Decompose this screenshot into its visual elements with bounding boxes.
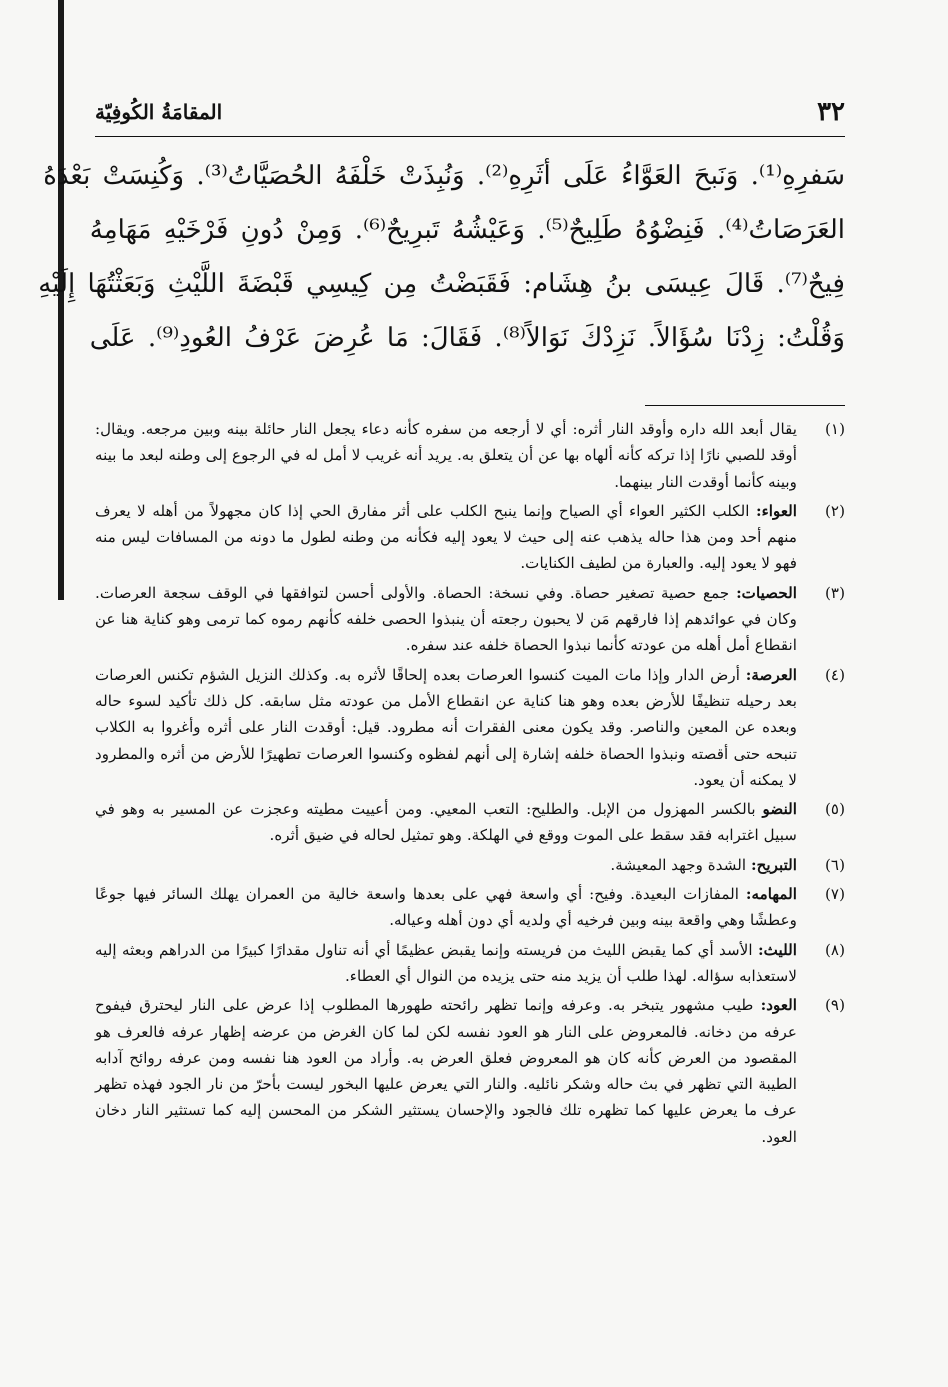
footnote-term: العواء:	[756, 501, 797, 520]
footnote-number: (١)	[824, 420, 845, 438]
footnote-term: النضو	[762, 800, 797, 819]
main-text-line: سَفرِهِ⁽¹⁾. وَنَبحَ العَوَّاءُ عَلَى أثَرِهِ⁽²⁾. وَنُبِذَتْ خَلْفَهُ الحُصَيَّاتُ⁽³⁾. وَكُنِسَتْ بَعْدَهُ	[43, 161, 845, 191]
footnote	[95, 852, 845, 878]
footnote-number: (٦)	[824, 855, 845, 874]
footnote-text: العرصة: أرض الدار وإذا مات الميت كنسوا العرصات بعده إلحاقًا لأثره به. وكذلك النزيل الشؤم تكنس العرصات بعد رحيله تنظيفًا للأرض بعده وهو هنا كناية عن انقطاع الأمل من عودته مثل سابقه. كل ذلك تأكيد لسوء حاله وبعده عن المعين والناصر. وقد يكون معنى الفقرات أنه مطرود. قيل: أوقدت النار على أثره وأغروا به الكلاب تنبحه حتى أقصته ونبذوا الحصاة خلفه إشارة إلى أنهم لفظوه وكنسوا العرصات تطهيرًا للأرض من أثره والمطرود لا يمكنه أن يعود.	[95, 665, 797, 789]
header-rule	[95, 136, 845, 137]
footnote-number: (٤)	[824, 665, 845, 684]
footnote-number: (٣)	[824, 583, 845, 602]
footnote-text: النضو بالكسر المهزول من الإبل. والطليح: التعب المعيي. ومن أعييت مطيته وعجزت عن المسير به وهو في سبيل اغترابه فقد سقط على الموت ووقع في الهلكة. وهو تمثيل لحاله في ضيق أثره.	[95, 800, 797, 845]
footnotes	[95, 416, 845, 1150]
footnote	[95, 796, 845, 849]
footnote-text: الليث: الأسد أي كما يقبض الليث من فريسته وإنما يقبض عظيمًا أي أنه تناول مقدارًا كبيرًا من الدراهم وبعثه إليه لاستعذابه سؤاله. لهذا طلب أن يزيد منه حتى يزيده من النوال أي العطاء.	[95, 940, 798, 985]
page-number: ٣٢	[817, 97, 845, 127]
footnote-number: (٢)	[824, 501, 845, 520]
main-text-line: فِيحٌ⁽⁷⁾. قَالَ عِيسَى بنُ هِشَام: فَقَبَضْتُ مِن كِيسِي قَبْضَةَ اللَّيْثِ وَبَعَثْتُهَا إِلَيْهِ	[38, 269, 845, 299]
footnote-term: الحصيات:	[736, 583, 797, 602]
footnote	[95, 662, 845, 793]
running-title: المقامَةُ الكُوفِيّة	[95, 100, 223, 124]
footnote	[95, 881, 845, 934]
footnote-term: الليث:	[758, 940, 798, 959]
footnote-text: الحصيات: جمع حصية تصغير حصاة. وفي نسخة: الحصاة. والأولى أحسن لتوافقها في الوقف سجعة العرصات. وكان في عوائدهم إذا فارقهم مَن لا يحبون رجعته أن ينبذوا الحصى خلفه كأنهم رموه كما ترمى وهو كناية هنا عن انقطاع أمل أهله من عودته كأنما نبذوا الحصاة خلفه عند سفره.	[95, 583, 797, 655]
footnote-text: المهامه: المفازات البعيدة. وفيح: أي واسعة فهي على بعدها واسعة خالية من العمران يهلك السائر فيها جوعًا وعطشًا وهي واقعة بينه وبين فرخيه أي ولديه أي دون أهله وعياله.	[95, 885, 798, 930]
footnote-text: التبريح: الشدة وجهد المعيشة.	[610, 855, 797, 874]
main-text-line: وَقُلْتُ: زِدْنَا سُؤَالاً. نَزِدْكَ نَوَالاً⁽⁸⁾. فَقَالَ: مَا عُرِضَ عَرْفُ العُودِ⁽⁹⁾. عَلَى	[89, 323, 845, 353]
footnote-number: (٨)	[824, 940, 845, 959]
footnote-number: (٥)	[824, 800, 845, 819]
footnote	[95, 416, 845, 495]
main-text	[38, 149, 845, 365]
footnote-term: العرصة:	[745, 665, 797, 684]
footnote-number: (٩)	[824, 996, 845, 1015]
footnote-rule	[645, 405, 845, 406]
main-text-line: العَرَصَاتُ⁽⁴⁾. فَنِضْوُهُ طَلِيحٌ⁽⁵⁾. وَعَيْشُهُ تَبرِيحٌ⁽⁶⁾. وَمِنْ دُونِ فَرْخَيْهِ مَهَامِهُ	[89, 215, 845, 245]
footnote-text: يقال أبعد الله داره وأوقد النار أثره: أي لا أرجعه من سفره كأنه دعاء يجعل النار حائلة بينه وبين مرجعه. ويقال: أوقد للصبي نارًا إذا تركه كأنه ألهاه بها عن أن يتعلق به. يريد أنه غريب لا أمل له في الرجوع إلى وطنه لبعد ما بينه وبينه كأنما أوقدت النار بينهما.	[95, 420, 797, 491]
footnote	[95, 992, 845, 1150]
footnote-term: العود:	[760, 996, 798, 1015]
footnote-number: (٧)	[824, 885, 845, 904]
page-header	[95, 90, 845, 134]
footnote	[95, 580, 845, 659]
footnote-term: التبريح:	[750, 855, 797, 874]
footnote-text: العود: طيب مشهور يتبخر به. وعرفه وإنما تظهر رائحته طهورها المطلوب إذا عرض على النار ليحترق فيفوح عرفه من دخانه. فالمعروض على النار هو العود نفسه لكن لما كان الغرض من عرضه إظهار عرفه فالعرف هو المقصود من العرض كأنه كان هو المعروض فعلق العرض به. وأراد من العود هنا نفسه ومن عرفه روائح آدابه الطيبة التي تظهر في بث حاله وشكر نائليه. والنار التي يعرض عليها البخور ليست بأحرّ من نار الجود فهذه تظهر عرف ما يعرض عليها كما تظهره تلك فالجود والإحسان يستثير الشكر من المحسن إليه كما تستثير النار دخان العود.	[95, 996, 798, 1146]
footnote	[95, 937, 845, 990]
footnote-term: المهامه:	[745, 885, 798, 904]
book-page	[38, 90, 845, 1370]
footnote	[95, 498, 845, 577]
footnote-text: العواء: الكلب الكثير العواء أي الصياح وإنما ينبح الكلب على أثر مفارق الحي إذا كان مجهولاً من أهله لا يعرف منهم أحد ومن هذا حاله يذهب عنه إلى حيث لا يعود إليه فكأنه من وطنه لطول ما دونه من المسافات ليس منه فهو لا يعود إليه. والعبارة من لطيف الكنايات.	[95, 501, 797, 573]
